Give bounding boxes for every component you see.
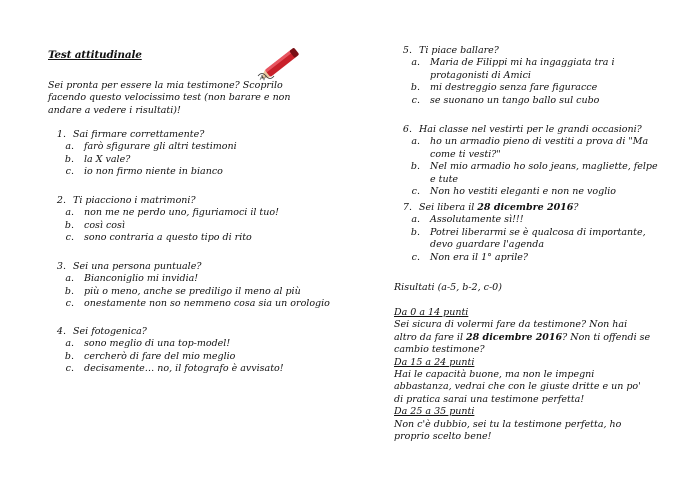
question-text: Sai firmare correttamente? [73, 129, 205, 140]
option-letter: a. [411, 136, 420, 148]
question-number: 6. [402, 124, 412, 135]
result-range: Da 0 a 14 punti [394, 307, 469, 318]
pencil-icon [254, 42, 310, 84]
option-letter: c. [411, 251, 420, 263]
option-text: Assolutamente sì!!! [430, 214, 524, 226]
question-text: Ti piacciono i matrimoni? [73, 195, 196, 206]
option-letter: c. [65, 298, 74, 310]
result-text [394, 319, 652, 356]
option-text: Non era il 1° aprile? [430, 251, 529, 263]
page-title: Test attitudinale [48, 49, 142, 61]
results-block [394, 307, 652, 443]
option-text: mi destreggio senza fare figuracce [430, 82, 598, 94]
option-letter: b. [64, 219, 74, 231]
question-text: Hai classe nel vestirti per le grandi occasioni? [419, 124, 642, 135]
option-text: ho un armadio pieno di vestiti a prova di "Ma come ti vesti?" [430, 136, 649, 160]
option-letter: a. [65, 338, 74, 350]
question-7 [394, 202, 664, 264]
option-text: Potrei liberarmi se è qualcosa di importante, devo guardare l'agenda [430, 226, 646, 251]
option-letter: b. [410, 161, 420, 173]
option-letter: c. [65, 166, 74, 178]
option-text: farò sfigurare gli altri testimoni [84, 141, 237, 153]
option-text: non me ne perdo uno, figuriamoci il tuo! [84, 207, 279, 219]
option-text: se suonano un tango ballo sul cubo [430, 94, 600, 106]
option-text: sono contraria a questo tipo di rito [84, 232, 252, 244]
option-letter: c. [411, 186, 420, 198]
wedding-date: 28 dicembre 2016 [466, 331, 563, 343]
option-text: sono meglio di una top-model! [84, 338, 231, 350]
option-text: Nel mio armadio ho solo jeans, magliette, felpe e tute [430, 161, 658, 185]
option-text: più o meno, anche se prediligo il meno al più [84, 285, 301, 297]
question-number: 4. [56, 326, 66, 337]
result-text: Non c'è dubbio, sei tu la testimone perfetta, ho proprio scelto bene! [394, 418, 622, 443]
result-range: Da 25 a 35 punti [394, 406, 475, 418]
intro-text: Sei pronta per essere la mia testimone? Scoprilo facendo questo velocissimo test (non barare e non andare a vedere i risultati)! [48, 80, 291, 116]
option-text: io non firmo niente in bianco [84, 166, 223, 178]
question-3 [48, 261, 348, 311]
option-text: così così [84, 219, 125, 231]
question-text: Sei una persona puntuale? [73, 261, 202, 272]
option-letter: a. [65, 273, 74, 285]
option-letter: a. [411, 57, 420, 69]
option-text: Maria de Filippi mi ha ingaggiata tra i protagonisti di Amici [430, 57, 615, 81]
wedding-date: 28 dicembre 2016 [477, 202, 574, 213]
question-4 [48, 326, 348, 376]
option-letter: c. [65, 363, 74, 375]
question-1 [48, 129, 348, 179]
option-letter: a. [65, 141, 74, 153]
result-text-post: ? Non ti offendi se cambio testimone? [394, 331, 651, 356]
option-text: la X vale? [84, 153, 131, 165]
question-number: 7. [402, 202, 412, 213]
result-text-pre: Sei sicura di volermi fare da testimone? Non hai altro da fare il [394, 319, 628, 343]
question-number: 5. [402, 45, 412, 56]
question-5 [394, 45, 664, 107]
option-letter: c. [411, 94, 420, 106]
option-letter: a. [411, 214, 420, 226]
option-text: onestamente non so nemmeno cosa sia un orologio [84, 298, 330, 310]
option-text: Non ho vestiti eleganti e non ne voglio [430, 186, 616, 198]
option-letter: b. [64, 285, 74, 297]
question-2 [48, 195, 348, 245]
question-text-pre: Sei libera il [419, 202, 478, 213]
option-text: cercherò di fare del mio meglio [84, 350, 236, 362]
question-text: Sei fotogenica? [73, 326, 147, 337]
result-text: Hai le capacità buone, ma non le impegni abbastanza, vedrai che con le giuste dritte e un po' di pratica sarai una testimone perfetta! [394, 369, 641, 405]
question-text [419, 202, 579, 214]
question-text: Ti piace ballare? [419, 45, 499, 56]
option-text: decisamente… no, il fotografo è avvisato! [84, 363, 284, 375]
option-letter: b. [410, 82, 420, 94]
question-number: 3. [56, 261, 66, 272]
result-range: Da 15 a 24 punti [394, 356, 475, 368]
results-scoring: Risultati (a-5, b-2, c-0) [394, 282, 502, 293]
question-number: 2. [56, 195, 66, 206]
question-text-post: ? [573, 202, 579, 213]
option-letter: c. [65, 232, 74, 244]
option-letter: b. [64, 350, 74, 362]
option-letter: a. [65, 207, 74, 219]
question-6 [394, 124, 664, 198]
option-letter: b. [64, 153, 74, 165]
question-number: 1. [56, 129, 66, 140]
option-text: Bianconiglio mi invidia! [84, 273, 199, 285]
option-letter: b. [410, 226, 420, 238]
